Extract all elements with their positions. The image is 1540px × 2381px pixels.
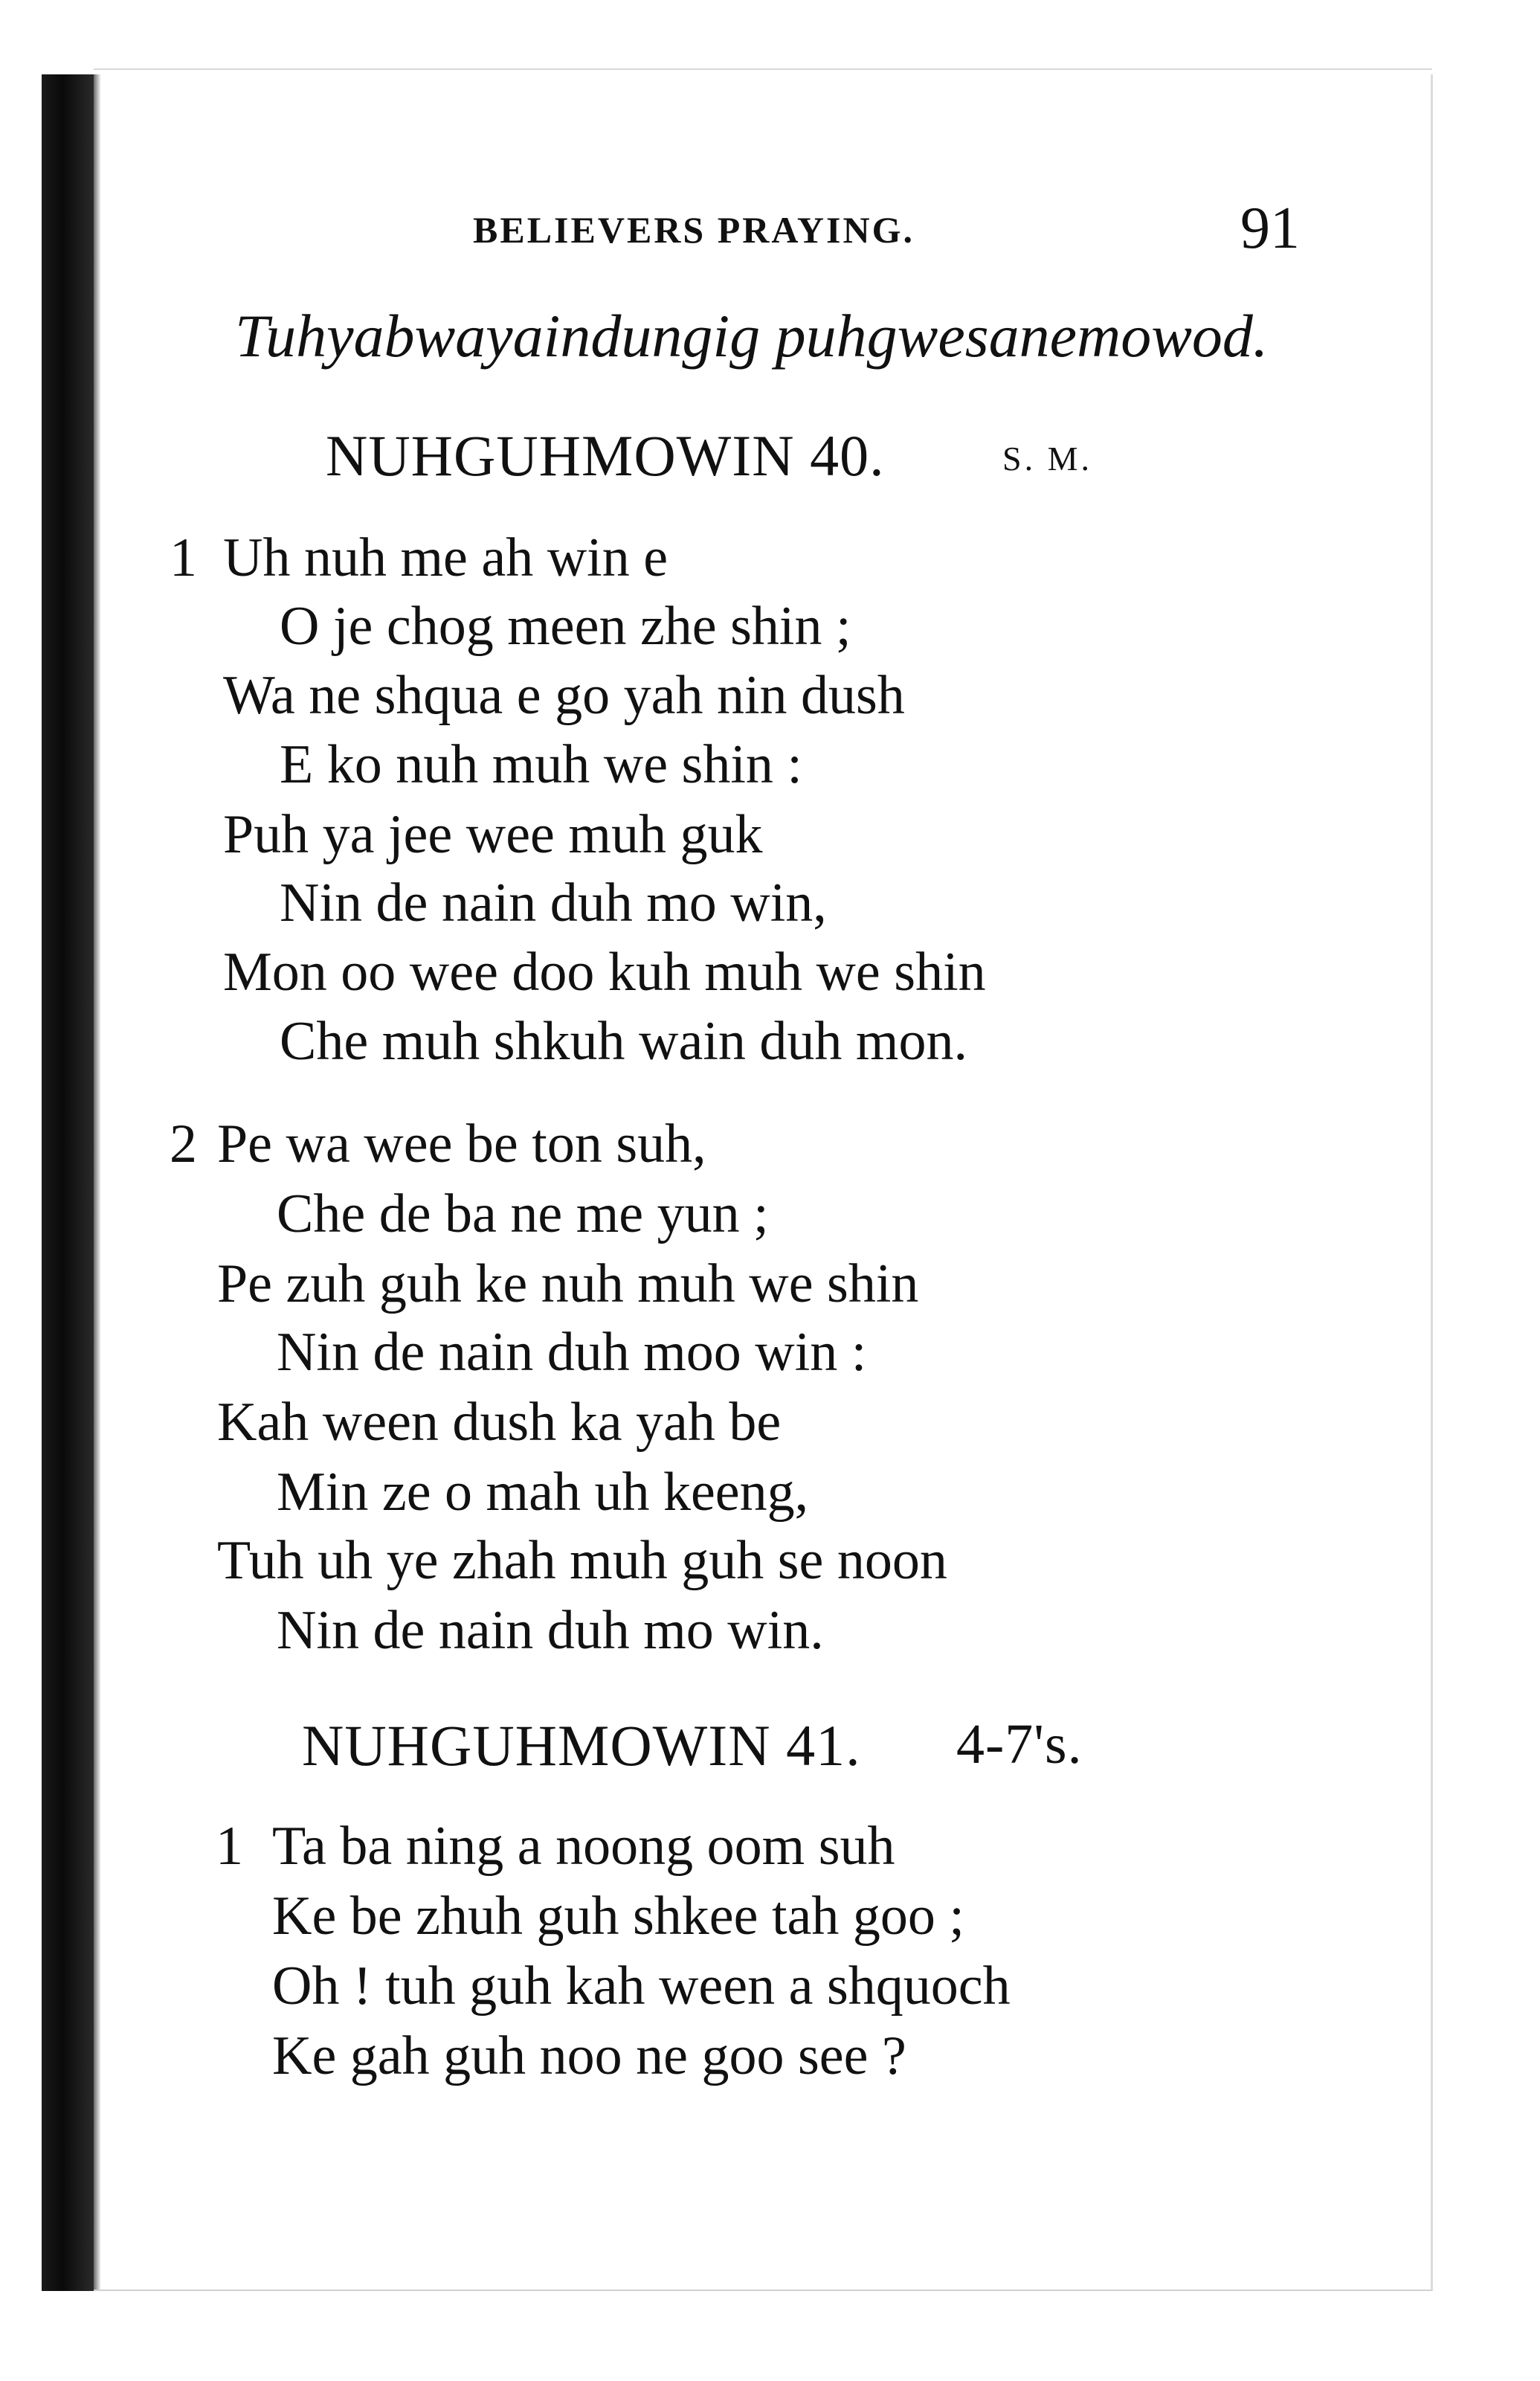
verse-number: 1 — [216, 1816, 243, 1877]
verse-line: Tuh uh ye zhah muh guh se noon — [217, 1530, 947, 1591]
hymn-title: NUHGUHMOWIN 40. — [326, 423, 885, 488]
verse-line: Nin de nain duh moo win : — [277, 1322, 867, 1383]
verse-line: O je chog meen zhe shin ; — [280, 596, 851, 657]
hymn-title: NUHGUHMOWIN 41. — [302, 1713, 861, 1778]
page-number: 91 — [1240, 196, 1300, 261]
verse-line: Oh ! tuh guh kah ween a shquoch — [272, 1956, 1011, 2017]
verse-line: Mon oo wee doo kuh muh we shin — [223, 942, 986, 1003]
verse-line: Che de ba ne me yun ; — [277, 1183, 769, 1244]
verse-line: Nin de nain duh mo win. — [277, 1600, 824, 1661]
verse-line: Uh nuh me ah win e — [223, 527, 668, 588]
verse-line: Pe zuh guh ke nuh muh we shin — [217, 1253, 919, 1314]
verse-line: Wa ne shqua e go yah nin dush — [223, 665, 905, 726]
verse-line: E ko nuh muh we shin : — [280, 734, 802, 795]
verse-line: Min ze o mah uh keeng, — [277, 1462, 809, 1523]
page-top-edge — [94, 68, 1432, 70]
hymn-41-heading — [302, 1712, 1083, 1779]
verse-line: Puh ya jee wee muh guk — [223, 804, 763, 865]
verse-line: Ke be zhuh guh shkee tah goo ; — [272, 1886, 964, 1947]
verse-line: Pe wa wee be ton suh, — [217, 1114, 706, 1175]
verse-number: 2 — [170, 1114, 197, 1175]
book-spine — [42, 74, 94, 2291]
verse-line: Ta ba ning a noong oom suh — [272, 1816, 895, 1877]
section-subtitle: Tuhyabwayaindungig puhgwesanemowod. — [235, 302, 1269, 370]
page-right-edge — [1431, 74, 1433, 2291]
page-bottom-edge — [94, 2290, 1432, 2291]
hymn-40-heading — [326, 422, 1092, 489]
verse-number: 1 — [170, 527, 197, 588]
verse-line: Nin de nain duh mo win, — [280, 873, 827, 934]
running-head: BELIEVERS PRAYING. — [473, 209, 915, 251]
spine-edge-shadow — [94, 74, 101, 2291]
verse-line: Kah ween dush ka yah be — [217, 1392, 782, 1453]
verse-line: Ke gah guh noo ne goo see ? — [272, 2025, 906, 2086]
hymn-meter: 4-7's. — [956, 1713, 1083, 1776]
hymn-meter: S. M. — [1002, 440, 1092, 478]
verse-line: Che muh shkuh wain duh mon. — [280, 1011, 967, 1072]
